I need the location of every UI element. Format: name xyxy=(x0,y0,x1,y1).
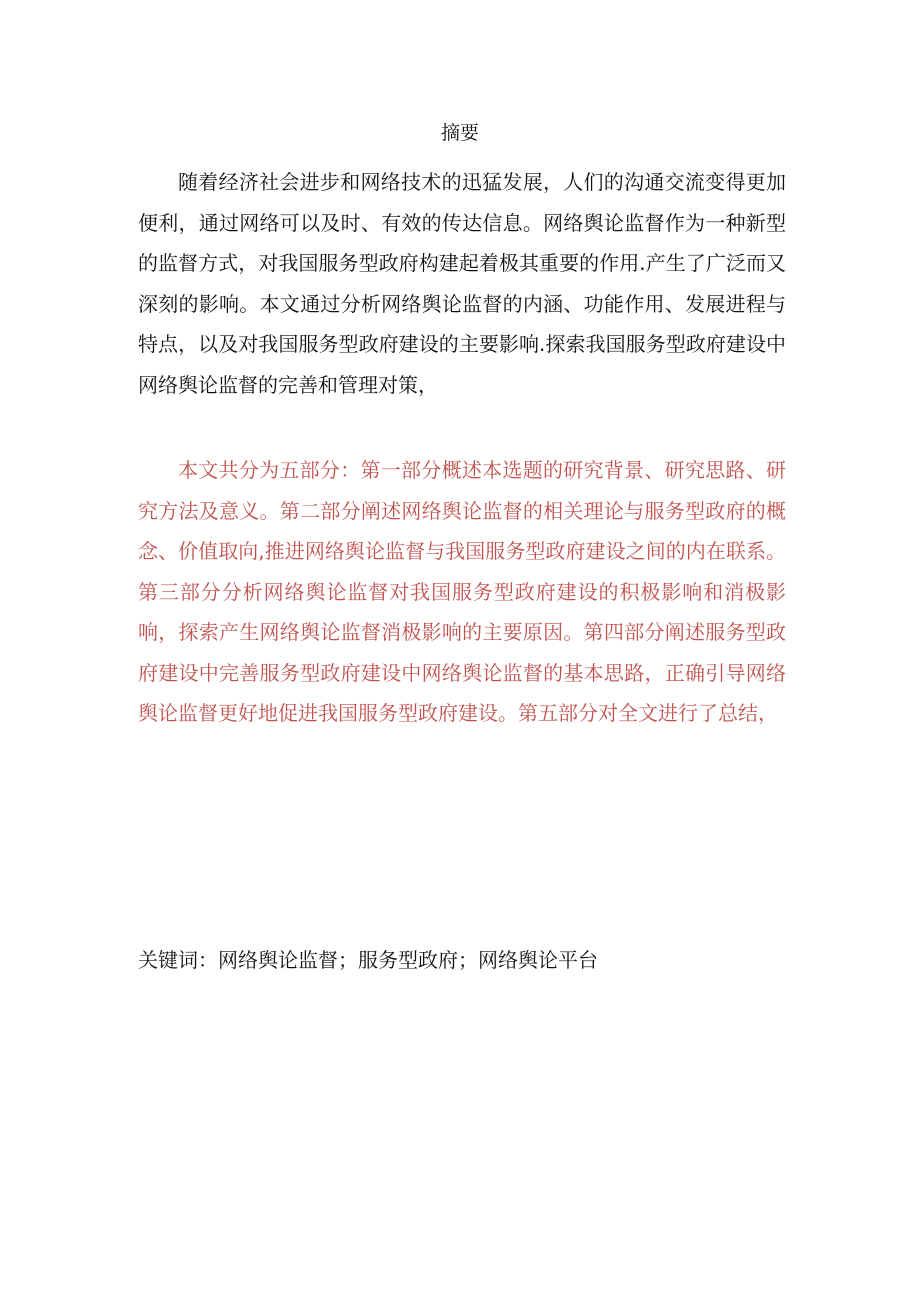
abstract-title: 摘要 xyxy=(440,122,479,144)
keywords-line: 关键词：网络舆论监督；服务型政府；网络舆论平台 xyxy=(138,948,598,972)
abstract-paragraph-2: 本文共分为五部分：第一部分概述本选题的研究背景、研究思路、研究方法及意义。第二部分阐述网络舆论监督的相关理论与服务型政府的概念、价值取向,推进网络舆论监督与我国服务型政府建设之间的内在联系。第三部分分析网络舆论监督对我国服务型政府建设的积极影响和消极影响，探索产生网络舆论监督消极影响的主要原因。第四部分阐述服务型政府建设中完善服务型政府建设中网络舆论监督的基本思路，正确引导网络舆论监督更好地促进我国服务型政府建设。第五部分对全文进行了总结， xyxy=(138,458,786,725)
abstract-paragraph-1: 随着经济社会进步和网络技术的迅猛发展，人们的沟通交流变得更加便利，通过网络可以及时、有效的传达信息。网络舆论监督作为一种新型的监督方式，对我国服务型政府构建起着极其重要的作用.产生了广泛而又深刻的影响。本文通过分析网络舆论监督的内涵、功能作用、发展进程与特点，以及对我国服务型政府建设的主要影响.探索我国服务型政府建设中网络舆论监督的完善和管理对策， xyxy=(138,170,786,397)
